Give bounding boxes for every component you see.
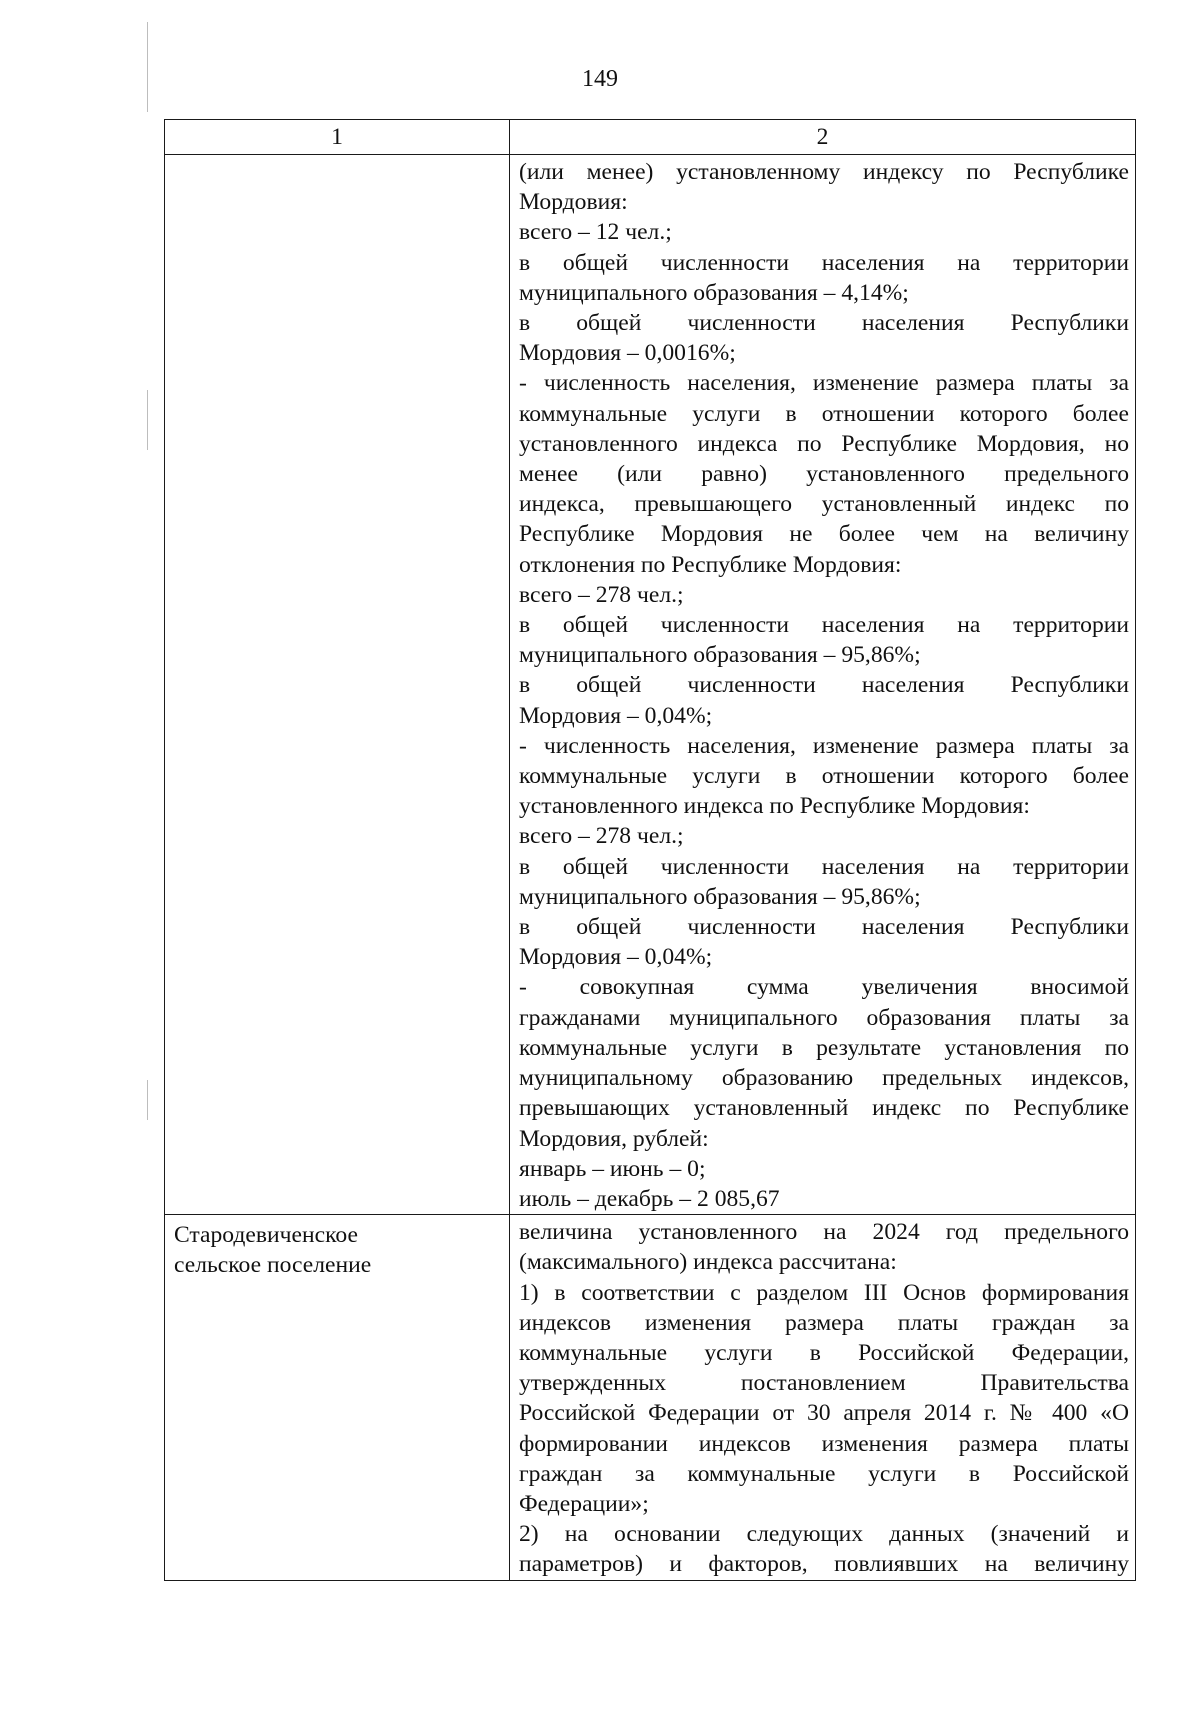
- text-line: всего – 12 чел.;: [519, 219, 672, 246]
- text-line: гражданами муниципального образования платы за: [519, 1004, 1129, 1031]
- row-2-territory-text: [165, 1215, 509, 1280]
- text-line: установленного индекса по Республике Мордовия, но: [519, 430, 1129, 457]
- text-line: коммунальные услуги в Российской Федерации,: [519, 1339, 1129, 1366]
- text-line: Мордовия – 0,04%;: [519, 702, 713, 729]
- text-line: всего – 278 чел.;: [519, 581, 684, 608]
- table-header-row: [165, 120, 1136, 155]
- document-table: [164, 119, 1136, 1581]
- scan-artifact: [147, 1080, 148, 1120]
- row-1-description-cell: [510, 155, 1136, 1215]
- text-line: Республике Мордовия не более чем на величину: [519, 521, 1129, 548]
- text-line: сельское поселение: [174, 1252, 372, 1279]
- page-number: 149: [582, 66, 618, 92]
- text-line: в общей численности населения на территории: [519, 853, 1129, 880]
- text-line: муниципального образования – 95,86%;: [519, 642, 921, 669]
- text-line: параметров) и факторов, повлиявших на величину: [519, 1551, 1129, 1578]
- text-line: Федерации»;: [519, 1490, 649, 1517]
- row-2-description-cell: [510, 1215, 1136, 1580]
- column-header-2: 2: [510, 120, 1136, 155]
- text-line: январь – июнь – 0;: [519, 1155, 706, 1182]
- text-line: в общей численности населения Республики: [519, 672, 1129, 699]
- text-line: (максимального) индекса рассчитана:: [519, 1249, 897, 1276]
- text-line: июль – декабрь – 2 085,67: [519, 1185, 780, 1212]
- text-line: установленного индекса по Республике Мордовия:: [519, 793, 1030, 820]
- text-line: формировании индексов изменения размера платы: [519, 1430, 1129, 1457]
- text-line: коммунальные услуги в отношении которого более: [519, 763, 1129, 790]
- text-line: в общей численности населения Республики: [519, 914, 1129, 941]
- text-line: - численность населения, изменение размера платы за: [519, 370, 1129, 397]
- table-row: [165, 155, 1136, 1215]
- text-line: утвержденных постановлением Правительства: [519, 1370, 1129, 1397]
- scan-artifact: [147, 390, 148, 450]
- row-1-description-text: [510, 155, 1135, 1214]
- text-line: индексов изменения размера платы граждан за: [519, 1309, 1129, 1336]
- text-line: Российской Федерации от 30 апреля 2014 г. № 400 «О: [519, 1400, 1129, 1427]
- text-line: индекса, превышающего установленный индекс по: [519, 491, 1129, 518]
- text-line: в общей численности населения Республики: [519, 310, 1129, 337]
- row-2-description-text: [510, 1215, 1135, 1579]
- text-line: превышающих установленный индекс по Республике: [519, 1095, 1129, 1122]
- row-2-territory-cell: [165, 1215, 510, 1580]
- text-line: Стародевиченское: [174, 1222, 358, 1249]
- text-line: муниципального образования – 95,86%;: [519, 883, 921, 910]
- text-line: - численность населения, изменение размера платы за: [519, 732, 1129, 759]
- text-line: всего – 278 чел.;: [519, 823, 684, 850]
- row-1-territory-text: [165, 155, 509, 160]
- text-line: коммунальные услуги в результате установления по: [519, 1034, 1129, 1061]
- text-line: коммунальные услуги в отношении которого более: [519, 400, 1129, 427]
- text-line: менее (или равно) установленного предельного: [519, 461, 1129, 488]
- text-line: 1) в соответствии с разделом III Основ формирования: [519, 1279, 1129, 1306]
- text-line: в общей численности населения на территории: [519, 612, 1129, 639]
- text-line: (или менее) установленному индексу по Республике: [519, 159, 1129, 185]
- table-row: [165, 1215, 1136, 1580]
- text-line: граждан за коммунальные услуги в Российской: [519, 1460, 1129, 1487]
- text-line: Мордовия, рублей:: [519, 1125, 709, 1152]
- text-line: 2) на основании следующих данных (значений и: [519, 1521, 1129, 1548]
- text-line: в общей численности населения на территории: [519, 249, 1129, 276]
- text-line: муниципальному образованию предельных индексов,: [519, 1065, 1129, 1092]
- text-line: Мордовия – 0,0016%;: [519, 340, 736, 367]
- text-line: величина установленного на 2024 год предельного: [519, 1219, 1129, 1246]
- text-line: Мордовия – 0,04%;: [519, 944, 713, 971]
- text-line: Мордовия:: [519, 189, 628, 216]
- text-line: отклонения по Республике Мордовия:: [519, 551, 902, 578]
- row-1-territory-cell: [165, 155, 510, 1215]
- text-line: муниципального образования – 4,14%;: [519, 279, 909, 306]
- text-line: - совокупная сумма увеличения вносимой: [519, 974, 1129, 1001]
- column-header-1: 1: [165, 120, 510, 155]
